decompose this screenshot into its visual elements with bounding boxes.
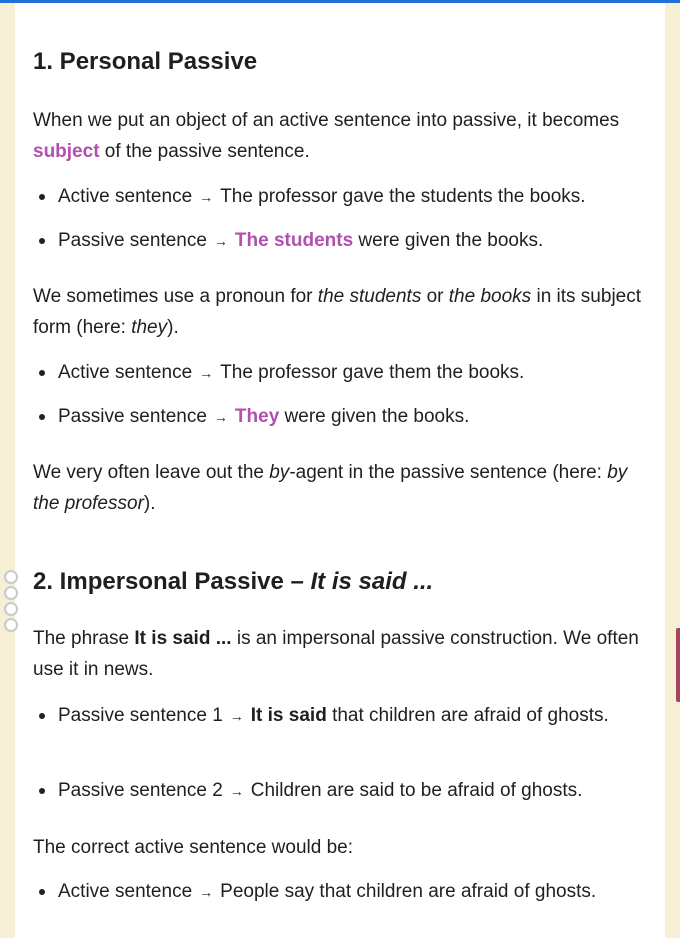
list-item: Passive sentence 1 → It is said that children are afraid of ghosts. [33, 700, 661, 732]
arrow-icon: → [199, 189, 214, 205]
bullet-dot [39, 238, 45, 244]
bullet-dot [39, 194, 45, 200]
bullet-dot [39, 713, 45, 719]
list-item: Passive sentence → They were given the books. [33, 401, 661, 433]
arrow-icon: → [213, 409, 228, 425]
section2-heading: 2. Impersonal Passive – It is said ... [33, 568, 434, 595]
list-item: Active sentence → People say that children are afraid of ghosts. [33, 876, 661, 908]
section1-para3: We very often leave out the by-agent in the passive sentence (here: by the professor). [33, 462, 628, 514]
list-item: Active sentence → The professor gave the students the books. [33, 181, 661, 213]
highlight-they: They [234, 406, 280, 427]
arrow-icon: → [229, 783, 244, 799]
list-item: Passive sentence 2 → Children are said to be afraid of ghosts. [33, 775, 661, 807]
section1-heading: 1. Personal Passive [33, 48, 258, 75]
ring-icon [4, 586, 18, 600]
list-item: Active sentence → The professor gave them the books. [33, 357, 661, 389]
section2-para2: The correct active sentence would be: [33, 837, 354, 858]
highlight-the-students: The students [234, 230, 354, 251]
bullet-dot [39, 370, 45, 376]
arrow-icon: → [199, 365, 214, 381]
article-card [15, 3, 665, 938]
section2-intro: The phrase It is said ... is an impersonal passive construction. We often use it in news. [33, 628, 639, 680]
arrow-icon: → [229, 708, 244, 724]
ring-icon [4, 618, 18, 632]
bold-it-is-said: It is said [250, 705, 327, 726]
section1-intro: When we put an object of an active sentence into passive, it becomes subject of the passive sentence. [33, 110, 620, 162]
section1-para2: We sometimes use a pronoun for the students or the books in its subject form (here: they). [33, 286, 642, 338]
ring-icon [4, 602, 18, 616]
bullet-dot [39, 788, 45, 794]
bullet-dot [39, 414, 45, 420]
ring-icon [4, 570, 18, 584]
arrow-icon: → [199, 884, 214, 900]
highlight-subject: subject [33, 141, 100, 162]
list-item: Passive sentence → The students were given the books. [33, 225, 661, 257]
bullet-dot [39, 889, 45, 895]
binder-rings [4, 570, 18, 634]
arrow-icon: → [213, 233, 228, 249]
scroll-edge-tab[interactable] [676, 628, 680, 702]
